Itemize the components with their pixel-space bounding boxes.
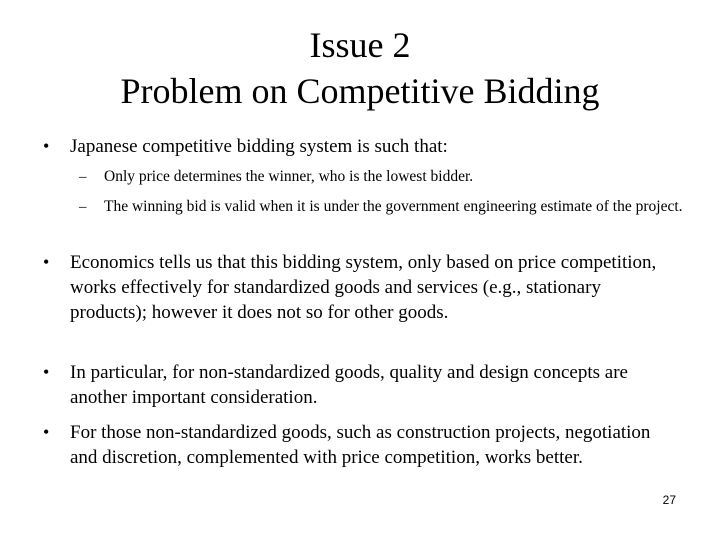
- bullet-icon: •: [43, 362, 50, 382]
- title-line-issue: Issue 2: [309, 25, 411, 65]
- slide-title: [0, 22, 720, 114]
- dash-icon: –: [79, 169, 87, 185]
- bullet-text: Japanese competitive bidding system is such that:: [70, 136, 448, 157]
- bullet-text: Economics tells us that this bidding system, only based on price competition, works effectively for standardized goods and services (e.g., stationary products); however it does not so for other goods.: [70, 252, 657, 323]
- title-line-problem: Problem on Competitive Bidding: [120, 71, 600, 111]
- bullet-text: In particular, for non-standardized goods, quality and design concepts are another important consideration.: [70, 362, 628, 408]
- bullet-icon: •: [43, 252, 50, 272]
- bullet-icon: •: [43, 136, 50, 156]
- bullet-icon: •: [43, 422, 50, 442]
- bullet-text: For those non-standardized goods, such as construction projects, negotiation and discretion, complemented with price competition, works better.: [70, 422, 651, 468]
- page-number: 27: [662, 493, 676, 507]
- dash-icon: –: [79, 199, 87, 215]
- sub-bullet-text: Only price determines the winner, who is the lowest bidder.: [104, 168, 474, 185]
- sub-bullet-text: The winning bid is valid when it is under the government engineering estimate of the project.: [104, 198, 683, 215]
